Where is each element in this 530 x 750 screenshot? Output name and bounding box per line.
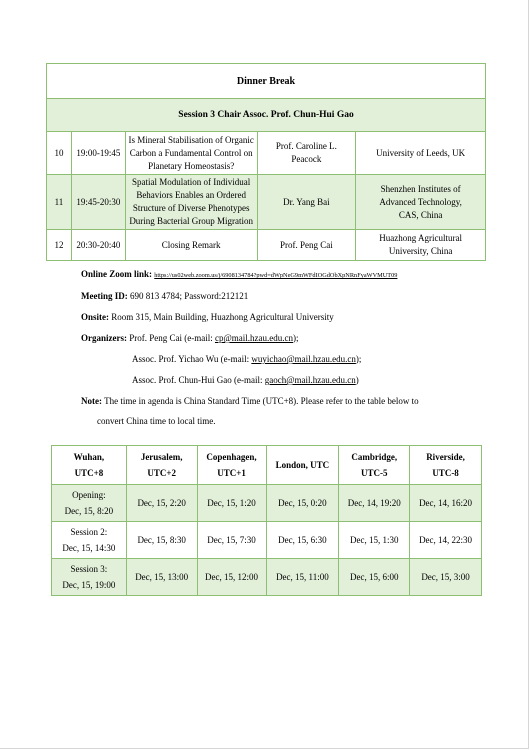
talk-affiliation: Shenzhen Institutes of Advanced Technology, CAS, China — [356, 175, 486, 230]
col-header-cambridge: Cambridge, UTC-5 — [339, 446, 410, 485]
table-header-row — [52, 446, 482, 485]
time-zone-table — [51, 445, 482, 596]
onsite-line — [81, 312, 334, 322]
talk-number: 10 — [47, 132, 72, 175]
talk-title: Spatial Modulation of Individual Behaviors Enables an Ordered Structure of Diverse Phenotypes During Bacterial Group Migration — [125, 175, 257, 230]
meeting-id-label: Meeting ID: — [81, 291, 128, 301]
note-line-2: convert China time to local time. — [97, 416, 216, 426]
onsite-label: Onsite: — [81, 312, 109, 322]
talk-speaker: Prof. Caroline L. Peacock — [257, 132, 356, 175]
table-row — [47, 230, 486, 261]
col-header-jerusalem: Jerusalem, UTC+2 — [126, 446, 197, 485]
session-chair: Session 3 Chair Assoc. Prof. Chun-Hui Gao — [47, 99, 486, 132]
col-header-london: London, UTC — [266, 446, 339, 485]
zoom-label: Online Zoom link: — [81, 269, 153, 279]
table-row — [47, 64, 486, 99]
organizer-1-email[interactable]: cp@mail.hzau.edu.cn — [214, 333, 293, 343]
organizer-2: Assoc. Prof. Yichao Wu (e-mail: — [132, 354, 252, 364]
table-row — [47, 175, 486, 230]
talk-time: 19:45-20:30 — [71, 175, 125, 230]
table-row: Session 3: Dec, 15, 19:00 Dec, 15, 13:00 Dec, 15, 12:00 Dec, 15, 11:00 Dec, 15, 6:00 Dec, 15, 3:00 — [52, 559, 482, 596]
table-row: Opening: Dec, 15, 8:20 Dec, 15, 2:20 Dec, 15, 1:20 Dec, 15, 0:20 Dec, 14, 19:20 Dec, 14, 16:20 — [52, 485, 482, 522]
meeting-id-line — [81, 291, 248, 301]
organizers-label: Organizers: — [81, 333, 127, 343]
organizer-1: Prof. Peng Cai (e-mail: — [129, 333, 215, 343]
talk-number: 12 — [47, 230, 72, 261]
talk-number: 11 — [47, 175, 72, 230]
organizer-3-line: Assoc. Prof. Chun-Hui Gao (e-mail: gaoch@mail.hzau.edu.cn) — [132, 375, 359, 385]
organizer-2-email[interactable]: wuyichao@mail.hzau.edu.cn — [251, 354, 356, 364]
session-3-table — [46, 63, 486, 261]
table-row — [47, 132, 486, 175]
talk-speaker: Dr. Yang Bai — [257, 175, 356, 230]
table-row — [47, 99, 486, 132]
col-header-copenhagen: Copenhagen, UTC+1 — [197, 446, 266, 485]
zoom-link[interactable]: https://us02web.zoom.us/j/6908134784?pwd=dWpNeG9mWFdIOGdObXpNRnFyaWVMUT09 — [154, 272, 398, 279]
talk-affiliation: Huazhong Agricultural University, China — [356, 230, 486, 261]
col-header-riverside: Riverside, UTC-8 — [410, 446, 482, 485]
talk-time: 19:00-19:45 — [71, 132, 125, 175]
note-text: The time in agenda is China Standard Time (UTC+8). Please refer to the table below to — [104, 396, 419, 406]
note-line — [81, 396, 419, 406]
talk-affiliation: University of Leeds, UK — [356, 132, 486, 175]
organizers-line: Organizers: Prof. Peng Cai (e-mail: cp@mail.hzau.edu.cn); — [81, 333, 299, 343]
meeting-id-value: 690 813 4784; Password:212121 — [130, 291, 249, 301]
organizer-2-line: Assoc. Prof. Yichao Wu (e-mail: wuyichao@mail.hzau.edu.cn); — [132, 354, 362, 364]
note-label: Note: — [81, 396, 102, 406]
onsite-value: Room 315, Main Building, Huazhong Agricultural University — [111, 312, 334, 322]
col-header-wuhan: Wuhan, UTC+8 — [52, 446, 127, 485]
organizer-3-email[interactable]: gaoch@mail.hzau.edu.cn — [264, 375, 356, 385]
dinner-break-title: Dinner Break — [47, 64, 486, 99]
table-row: Session 2: Dec, 15, 14:30 Dec, 15, 8:30 Dec, 15, 7:30 Dec, 15, 6:30 Dec, 15, 1:30 Dec, 14, 22:30 — [52, 522, 482, 559]
talk-title: Closing Remark — [125, 230, 257, 261]
talk-title: Is Mineral Stabilisation of Organic Carbon a Fundamental Control on Planetary Homeostasis? — [125, 132, 257, 175]
talk-speaker: Prof. Peng Cai — [257, 230, 356, 261]
organizer-3: Assoc. Prof. Chun-Hui Gao (e-mail: — [132, 375, 265, 385]
talk-time: 20:30-20:40 — [71, 230, 125, 261]
zoom-line — [81, 269, 397, 279]
